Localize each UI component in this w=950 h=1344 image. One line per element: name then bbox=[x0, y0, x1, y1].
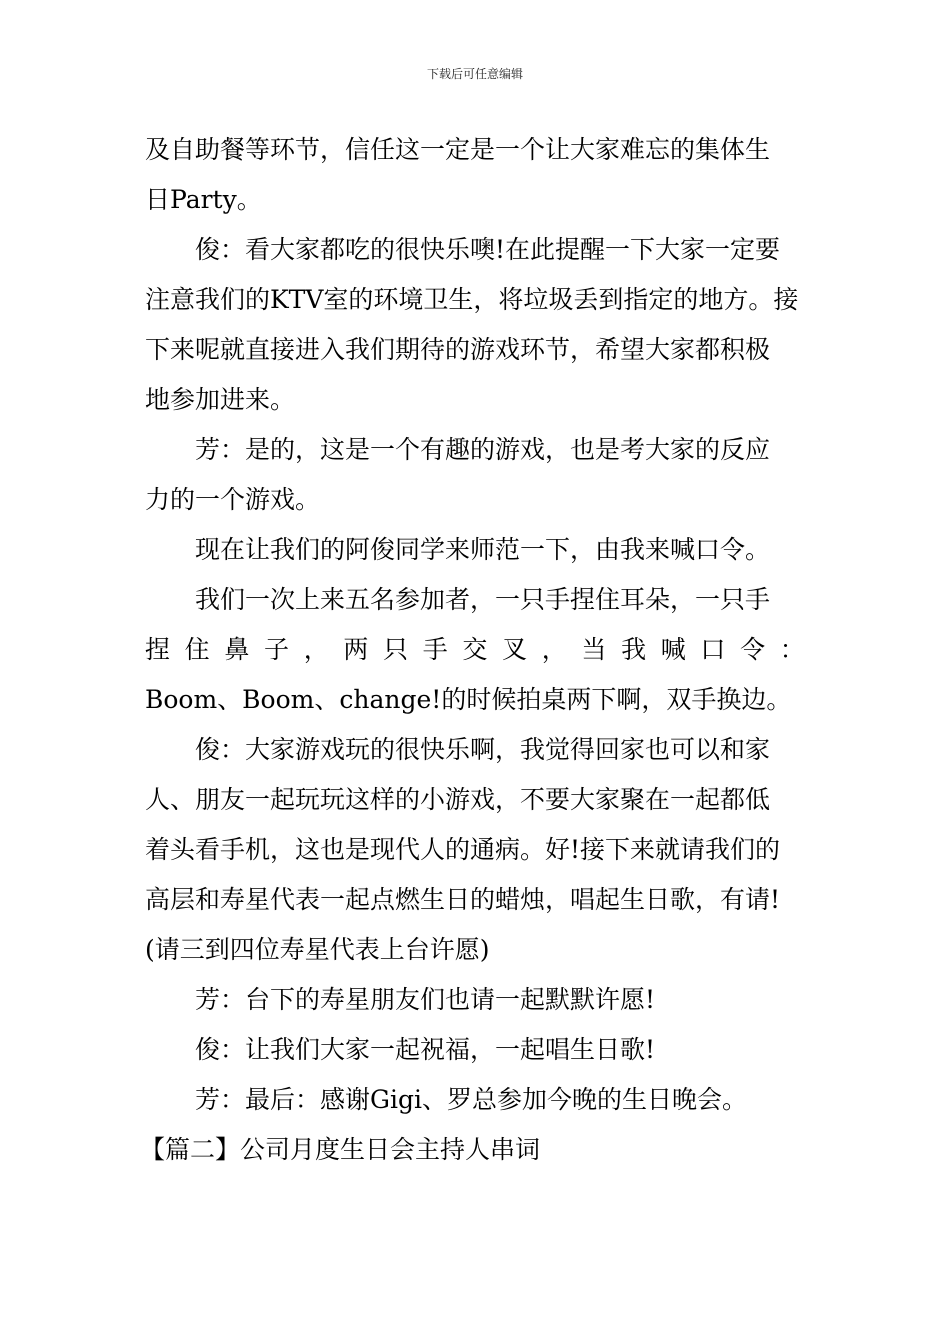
text-line: 现在让我们的阿俊同学来师范一下，由我来喊口令。 bbox=[195, 535, 771, 564]
text-line: Boom、Boom、change!的时候拍桌两下啊，双手换边。 bbox=[145, 685, 792, 714]
text-line: 下来呢就直接进入我们期待的游戏环节，希望大家都积极 bbox=[145, 335, 771, 364]
char: 交 bbox=[462, 635, 488, 664]
char: 令 bbox=[740, 635, 766, 664]
char: 子 bbox=[264, 635, 290, 664]
char: 当 bbox=[581, 635, 607, 664]
char: 鼻 bbox=[224, 635, 250, 664]
char: 只 bbox=[383, 635, 409, 664]
char: ， bbox=[303, 635, 329, 664]
text-line: 力的一个游戏。 bbox=[145, 485, 321, 514]
char: 手 bbox=[422, 635, 448, 664]
text-line: 高层和寿星代表一起点燃生日的蜡烛，唱起生日歌，有请! bbox=[145, 885, 781, 914]
char: 叉 bbox=[502, 635, 528, 664]
char: 捏 bbox=[145, 635, 171, 664]
text-line: 注意我们的KTV室的环境卫生，将垃圾丢到指定的地方。接 bbox=[145, 285, 799, 314]
text-line: 我们一次上来五名参加者，一只手捏住耳朵，一只手 bbox=[195, 585, 771, 614]
section-heading: 【篇二】公司月度生日会主持人串词 bbox=[140, 1135, 541, 1164]
text-line: 芳：是的，这是一个有趣的游戏，也是考大家的反应 bbox=[195, 435, 771, 464]
char: 我 bbox=[621, 635, 647, 664]
document-body bbox=[140, 125, 805, 1175]
text-line: 着头看手机，这也是现代人的通病。好!接下来就请我们的 bbox=[145, 835, 781, 864]
char: 口 bbox=[700, 635, 726, 664]
char: 住 bbox=[184, 635, 210, 664]
text-line: 俊：让我们大家一起祝福，一起唱生日歌! bbox=[195, 1035, 656, 1064]
text-line: 芳：台下的寿星朋友们也请一起默默许愿! bbox=[195, 985, 656, 1014]
text-line: 俊：大家游戏玩的很快乐啊，我觉得回家也可以和家 bbox=[195, 735, 771, 764]
text-line: 及自助餐等环节，信任这一定是一个让大家难忘的集体生 bbox=[145, 135, 771, 164]
char: ， bbox=[541, 635, 567, 664]
char: 两 bbox=[343, 635, 369, 664]
text-line: 地参加进来。 bbox=[145, 385, 296, 414]
text-line: 日Party。 bbox=[145, 185, 262, 214]
char: 喊 bbox=[660, 635, 686, 664]
text-line: 人、朋友一起玩玩这样的小游戏，不要大家聚在一起都低 bbox=[145, 785, 771, 814]
text-line: (请三到四位寿星代表上台许愿) bbox=[145, 935, 490, 964]
justified-text-line bbox=[145, 625, 805, 675]
text-line: 俊：看大家都吃的很快乐噢!在此提醒一下大家一定要 bbox=[195, 235, 781, 264]
char: ： bbox=[779, 635, 805, 664]
text-line: 芳：最后：感谢Gigi、罗总参加今晚的生日晚会。 bbox=[195, 1085, 747, 1114]
page-header-note: 下载后可任意编辑 bbox=[426, 67, 523, 81]
